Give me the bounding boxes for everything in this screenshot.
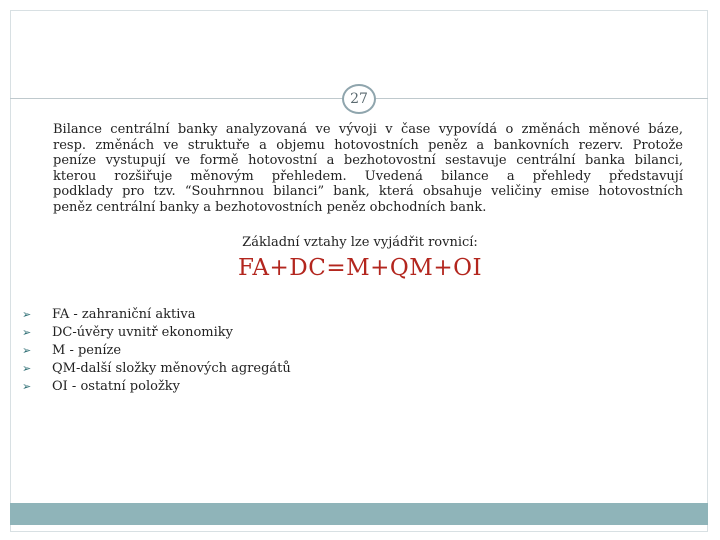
paragraph-line: resp. změnách ve struktuře a objemu hotovostních peněz a bankovních rezerv. Protože (53, 137, 683, 153)
paragraph-line: kterou rozšiřuje měnovým přehledem. Uvedená bilance a přehledy představují (53, 168, 683, 184)
definition-list (22, 306, 291, 396)
footer-bar (10, 503, 708, 525)
paragraph-line: podklady pro tzv. “Souhrnnou bilanci” bank, která obsahuje veličiny emise hotovostních (53, 184, 683, 200)
body-paragraph (53, 122, 683, 216)
list-item-text: DC-úvěry uvnitř ekonomiky (52, 325, 233, 340)
list-item (22, 306, 291, 324)
equation-intro: Základní vztahy lze vyjádřit rovnicí: (242, 235, 478, 250)
arrowhead-bullet-icon: ➢ (22, 362, 32, 375)
list-item-text: FA - zahraniční aktiva (52, 307, 196, 322)
list-item (22, 360, 291, 378)
list-item (22, 342, 291, 360)
slide-number-badge: 27 (342, 84, 376, 114)
equation: FA+DC=M+QM+OI (237, 255, 483, 281)
arrowhead-bullet-icon: ➢ (22, 308, 32, 321)
list-item-text: QM-další složky měnových agregátů (52, 361, 291, 376)
list-item (22, 324, 291, 342)
arrowhead-bullet-icon: ➢ (22, 326, 32, 339)
arrowhead-bullet-icon: ➢ (22, 344, 32, 357)
arrowhead-bullet-icon: ➢ (22, 380, 32, 393)
list-item (22, 378, 291, 396)
paragraph-line: peníze vystupují ve formě hotovostní a bezhotovostní sestavuje centrální banka bilanci, (53, 153, 683, 169)
paragraph-line: Bilance centrální banky analyzovaná ve vývoji v čase vypovídá o změnách měnové báze, (53, 122, 683, 137)
paragraph-line: peněz centrální banky a bezhotovostních peněz obchodních bank. (53, 199, 487, 215)
list-item-text: OI - ostatní položky (52, 379, 181, 394)
list-item-text: M - peníze (52, 343, 122, 358)
